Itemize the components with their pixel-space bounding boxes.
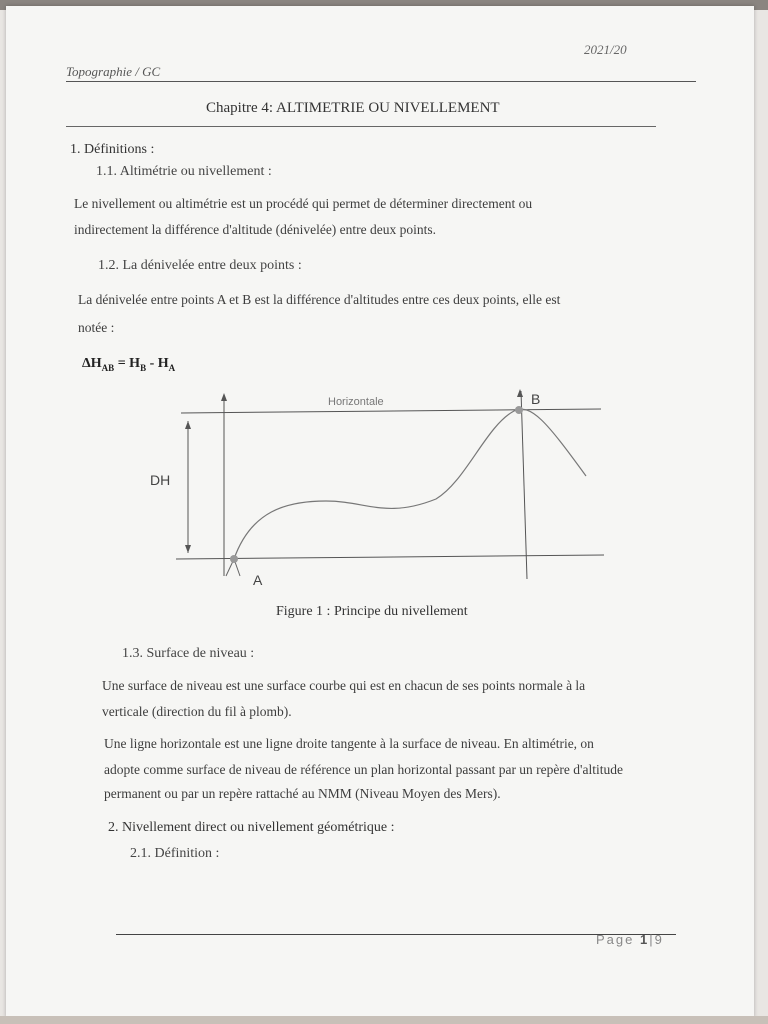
paragraph-4-line-3: permanent ou par un repère rattaché au NMM (Niveau Moyen des Mers). bbox=[104, 786, 501, 801]
running-title: Topographie / GC bbox=[66, 64, 161, 79]
section-2-1-heading: 2.1. Définition : bbox=[130, 846, 220, 861]
section-1-3-heading: 1.3. Surface de niveau : bbox=[122, 646, 255, 661]
section-1-heading: 1. Définitions : bbox=[70, 142, 155, 157]
section-1-1-heading: 1.1. Altimétrie ou nivellement : bbox=[96, 164, 272, 179]
page-number: Page 1|9 bbox=[596, 932, 664, 947]
photo-edge-bottom bbox=[0, 1016, 768, 1024]
document-page bbox=[6, 6, 754, 1018]
label-point-b: B bbox=[531, 391, 541, 407]
section-1-2-heading: 1.2. La dénivelée entre deux points : bbox=[98, 258, 302, 273]
academic-year: 2021/20 bbox=[584, 42, 627, 57]
figure-caption: Figure 1 : Principe du nivellement bbox=[276, 604, 468, 619]
leveling-principle-figure bbox=[136, 381, 616, 591]
paragraph-1-line-2: indirectement la différence d'altitude (dénivelée) entre deux points. bbox=[74, 222, 437, 237]
paragraph-1-line-1: Le nivellement ou altimétrie est un procédé qui permet de déterminer directement ou bbox=[74, 196, 533, 211]
paragraph-3-line-2: verticale (direction du fil à plomb). bbox=[102, 704, 292, 719]
denivelee-formula: $\Delta H_{AB} = H_B - H_A$ bbox=[82, 356, 176, 373]
point-b-marker bbox=[515, 406, 523, 414]
chapter-rule bbox=[66, 126, 656, 127]
chapter-title: Chapitre 4: ALTIMETRIE OU NIVELLEMENT bbox=[206, 100, 500, 116]
horizontal-line-top bbox=[181, 409, 601, 413]
terrain-profile bbox=[234, 409, 586, 559]
section-2-heading: 2. Nivellement direct ou nivellement géométrique : bbox=[108, 820, 395, 835]
paragraph-2-line-2: notée : bbox=[78, 320, 115, 335]
label-point-a: A bbox=[253, 572, 263, 588]
paragraph-3-line-1: Une surface de niveau est une surface courbe qui est en chacun de ses points normale à la bbox=[102, 678, 586, 693]
vertical-a-arrow bbox=[221, 393, 227, 401]
paragraph-4-line-2: adopte comme surface de niveau de référence un plan horizontal passant par un repère d'altitude bbox=[104, 762, 623, 777]
paragraph-2-line-1: La dénivelée entre points A et B est la différence d'altitudes entre ces deux points, elle est bbox=[78, 292, 561, 307]
dh-arrow-top bbox=[185, 421, 191, 429]
footer-rule bbox=[116, 934, 676, 935]
point-a-marker bbox=[230, 555, 238, 563]
label-dh: DH bbox=[150, 472, 171, 488]
paragraph-4-line-1: Une ligne horizontale est une ligne droite tangente à la surface de niveau. En altimétrie, on bbox=[104, 736, 594, 751]
vertical-b-arrow bbox=[517, 389, 523, 397]
vertical-at-b bbox=[521, 391, 527, 579]
horizontal-line-bottom bbox=[176, 555, 604, 559]
dh-arrow-bottom bbox=[185, 545, 191, 553]
label-horizontale: Horizontale bbox=[328, 396, 384, 408]
header-rule bbox=[66, 81, 696, 82]
